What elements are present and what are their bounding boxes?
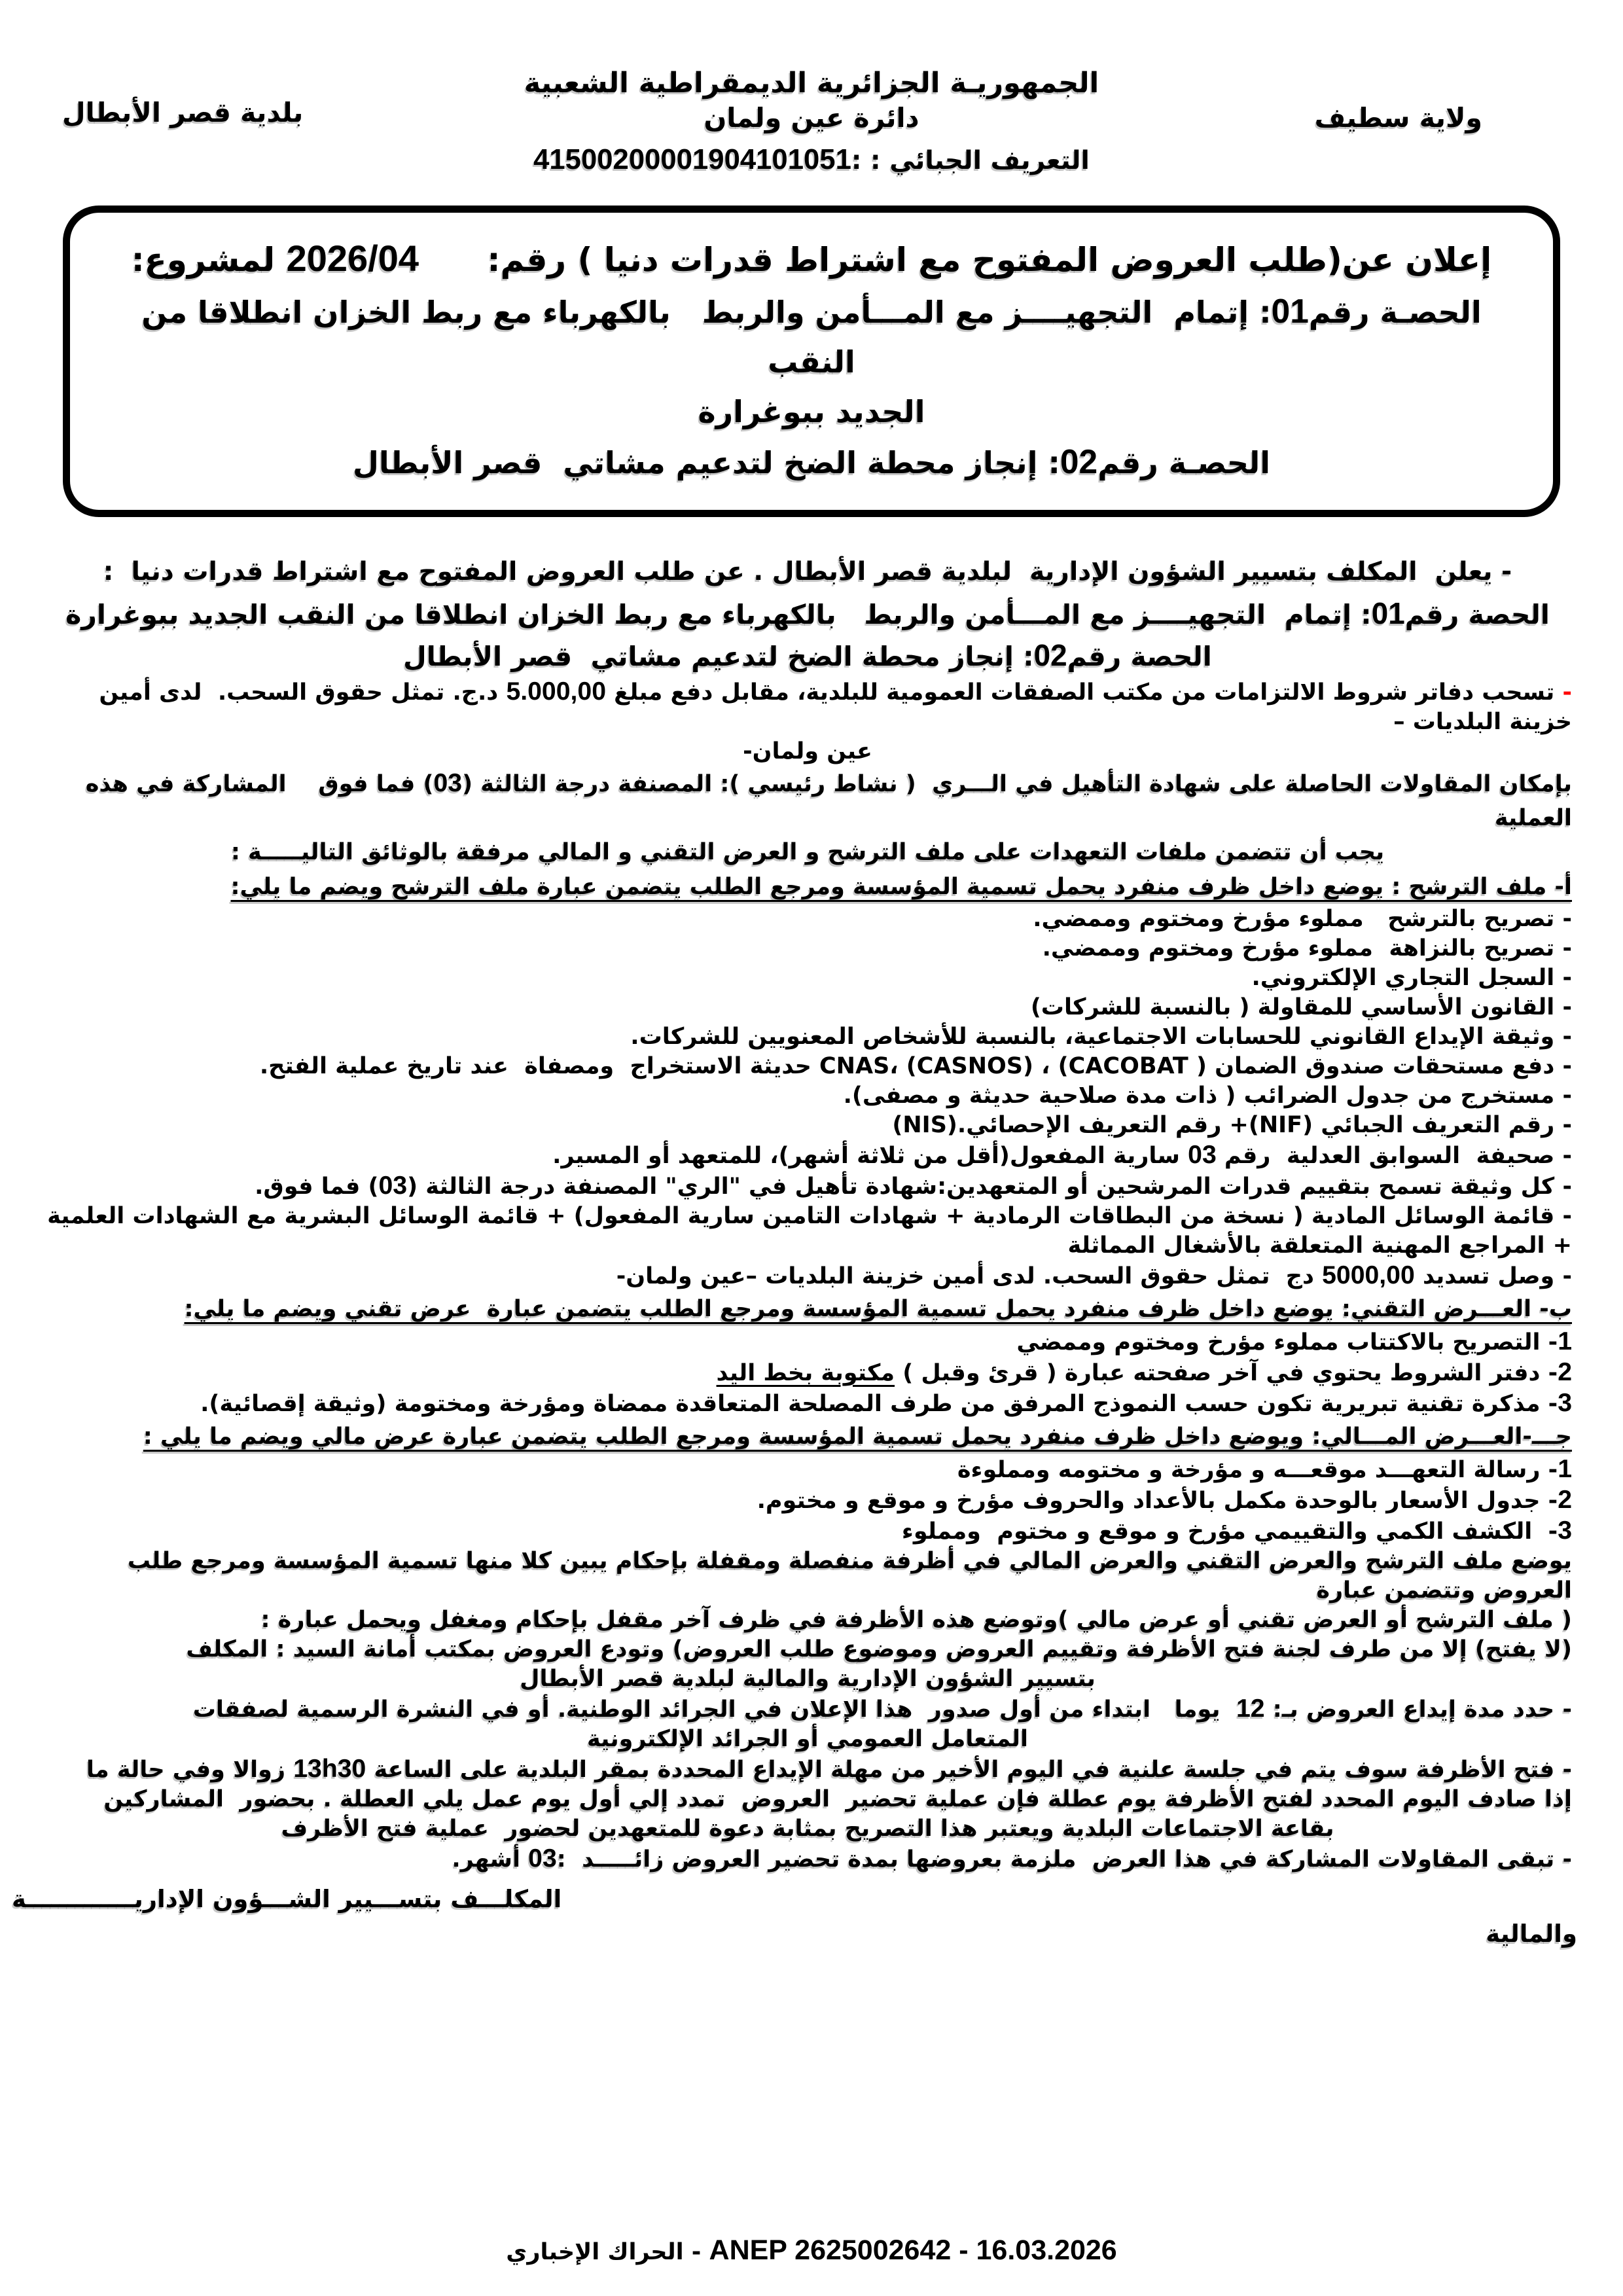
candidacy-item: - دفع مستحقات صندوق الضمان CNAS، (CASNOS) ، (CACOBAT ) حديثة الاستخراج ومصفاة عند تاريخ عملية الفتح. xyxy=(259,1053,1572,1079)
envelope-instructions-5: بتسيير الشؤون الإدارية والمالية لبلدية قصر الأبطال xyxy=(520,1666,1096,1692)
handwritten-note: مكتوبة بخط اليد xyxy=(716,1360,895,1386)
notice-lot1-line2: الجديد ببوغرارة xyxy=(698,394,925,429)
wilaya-label: ولاية سطيف xyxy=(1314,102,1482,134)
notice-box xyxy=(63,206,1560,517)
offer-validity-line: - تبقى المقاولات المشاركة في هذا العرض ملزمة بعروضها بمدة تحضير العروض زائـــــد :03 أشهر. xyxy=(452,1844,1572,1873)
eligibility-line: بإمكان المقاولات الحاصلة على شهادة التأهيل في الـــري ( نشاط رئيسي ): المصنفة درجة الثالثة (03) فما فوق المشاركة في هذه العملية xyxy=(77,769,1572,831)
financial-item-2: 2- جدول الأسعار بالوحدة مكمل بالأعداد والحروف مؤرخ و موقع و مختوم. xyxy=(757,1486,1572,1514)
deposit-deadline-1: - حدد مدة إيداع العروض بـ: 12 يوما ابتداء من أول صدور هذا الإعلان في الجرائد الوطنية. أو في النشرة الرسمية لصفقات xyxy=(192,1695,1572,1723)
tax-id-line: التعريف الجبائي : :41500200001904101051 xyxy=(533,143,1090,175)
candidacy-item: - السجل التجاري الإلكتروني. xyxy=(1251,965,1572,991)
candidacy-item: - مستخرج من جدول الضرائب ( ذات مدة صلاحية حديثة و مصفى). xyxy=(843,1083,1572,1109)
envelope-instructions-2: العروض وتتضمن عبارة xyxy=(1316,1577,1572,1604)
signature-title-line2: والمالية xyxy=(1486,1920,1577,1948)
signature-title-line1: المكلـــف بتســـيير الشـــؤون الإداريـــــــــــــة xyxy=(12,1885,562,1913)
red-dash: - xyxy=(1562,679,1572,706)
technical-item-1: 1- التصريح بالاكتتاب مملوء مؤرخ ومختوم وممضي xyxy=(1016,1327,1572,1355)
candidacy-item: - القانون الأساسي للمقاولة ( بالنسبة للشركات) xyxy=(1030,994,1572,1020)
daira-label: دائرة عين ولمان xyxy=(704,102,919,134)
page-header xyxy=(0,0,1623,178)
technical-item-2-text: 2- دفتر الشروط يحتوي في آخر صفحته عبارة ( قرئ وقبل ) xyxy=(895,1358,1572,1386)
must-contain-line: يجب أن تتضمن ملفات التعهدات على ملف الترشح و العرض التقني و المالي مرفقة بالوثائق التاليـــــة : xyxy=(230,839,1385,865)
page-footer xyxy=(0,2234,1623,2267)
candidacy-item: - وثيقة الإيداع القانوني للحسابات الاجتماعية، بالنسبة للأشخاص المعنويين للشركات. xyxy=(630,1024,1572,1050)
candidacy-item: - رقم التعريف الجبائي (NIF)+ رقم التعريف الإحصائي.(NIS) xyxy=(892,1112,1572,1138)
withdraw-line xyxy=(0,677,1623,737)
technical-item-3: 3- مذكرة تقنية تبريرية تكون حسب النموذج المرفق من طرف المصلحة المتعاقدة ممضاة ومؤرخة ومختومة (وثيقة إقصائية). xyxy=(200,1389,1572,1417)
opening-session-3: بقاعة الاجتماعات البلدية ويعتبر هذا التصريح بمثابة دعوة للمتعهدين لحضور عملية فتح الأظرف xyxy=(281,1816,1334,1842)
opening-session-2: إذا صادف اليوم المحدد لفتح الأظرفة يوم عطلة فإن عملية تحضير العروض تمدد إلي أول يوم عمل يلي العطلة . بحضور المشاركين xyxy=(103,1786,1572,1812)
notice-title: إعلان عن(طلب العروض المفتوح مع اشتراط قدرات دنيا ) رقم: 2026/04 لمشروع: xyxy=(131,238,1492,279)
deposit-deadline-2: المتعامل العمومي أو الجرائد الإلكترونية xyxy=(586,1726,1029,1752)
candidacy-item: - تصريح بالترشح مملوء مؤرخ ومختوم وممضي. xyxy=(1033,906,1572,932)
heading-financial-offer: جـــ-العـــرض المـــالي: ويوضع داخل ظرف منفرد يحمل تسمية المؤسسة ومرجع الطلب يتضمن عبارة عرض مالي ويضم ما يلي : xyxy=(143,1424,1572,1450)
candidacy-item: - صحيفة السوابق العدلية رقم 03 سارية المفعول(أقل من ثلاثة أشهر)، للمتعهد أو المسير. xyxy=(552,1141,1572,1169)
withdraw-line2: عين ولمان- xyxy=(743,738,872,764)
technical-item-2 xyxy=(0,1357,1623,1388)
candidacy-item: - وصل تسديد 5000,00 دج تمثل حقوق السحب. لدى أمين خزينة البلديات –عين ولمان- xyxy=(616,1261,1572,1289)
republic-title: الجمهوريـة الجزائرية الديمقراطية الشعبية xyxy=(524,67,1099,99)
publisher-name: الحراك الإخباري xyxy=(506,2239,684,2265)
envelope-instructions-4: (لا يفتح) إلا من طرف لجنة فتح الأظرفة وتقييم العروض وموضوع طلب العروض) وتودع العروض بمكتب أمانة السيد : المكلف xyxy=(186,1636,1572,1662)
envelope-instructions-1: يوضع ملف الترشح والعرض التقني والعرض المالي في أظرفة منفصلة ومقفلة بإحكام يبين كلا منها تسمية المؤسسة ومرجع طلب xyxy=(127,1548,1572,1574)
commune-label: بلدية قصر الأبطال xyxy=(62,97,304,128)
footer-separator: - xyxy=(683,2239,709,2265)
candidacy-item: + المراجع المهنية المتعلقة بالأشغال المماثلة xyxy=(1067,1232,1572,1259)
financial-item-3: 3- الكشف الكمي والتقييمي مؤرخ و موقع و مختوم ومملوء xyxy=(901,1516,1572,1545)
heading-technical-offer: ب- العـــرض التقني: يوضع داخل ظرف منفرد يحمل تسمية المؤسسة ومرجع الطلب يتضمن عبارة عرض تقني ويضم ما يلي: xyxy=(184,1296,1572,1322)
notice-lot1-line1: الحصـة رقم01: إتمام التجهيــــز مع المـــأمن والربط بالكهرباء مع ربط الخزان انطلاقا من النقب xyxy=(131,292,1482,380)
heading-candidacy-file: أ- ملف الترشح : يوضع داخل ظرف منفرد يحمل تسمية المؤسسة ومرجع الطلب يتضمن عبارة ملف الترشح ويضم ما يلي: xyxy=(230,874,1572,900)
candidacy-item: - قائمة الوسائل المادية ( نسخة من البطاقات الرمادية + شهادات التامين سارية المفعول) + قائمة الوسائل البشرية مع الشهادات العلمية xyxy=(47,1203,1572,1229)
anep-reference: ANEP 2625002642 - 16.03.2026 xyxy=(709,2234,1117,2266)
body-lot1: الحصة رقم01: إتمام التجهيــــز مع المـــأمن والربط بالكهرباء مع ربط الخزان انطلاقا من النقب الجديد ببوغرارة xyxy=(65,596,1550,630)
intro-line: - يعلن المكلف بتسيير الشؤون الإدارية لبلدية قصر الأبطال . عن طلب العروض المفتوح مع اشتراط قدرات دنيا : xyxy=(103,557,1512,586)
candidacy-item: - تصريح بالنزاهة مملوء مؤرخ ومختوم وممضي. xyxy=(1042,935,1572,961)
opening-session-1: - فتح الأظرفة سوف يتم في جلسة علنية في اليوم الأخير من مهلة الإيداع المحددة بمقر البلدية على الساعة 13h30 زوالا وفي حالة ما xyxy=(86,1755,1572,1783)
body-lot2: الحصة رقم02: إنجاز محطة الضخ لتدعيم مشاتي قصر الأبطال xyxy=(403,638,1212,672)
financial-item-1: 1- رسالة التعهـــد موقعـــه و مؤرخة و مختومه ومملوءة xyxy=(957,1455,1572,1483)
withdraw-text: تسحب دفاتر شروط الالتزامات من مكتب الصفقات العمومية للبلدية، مقابل دفع مبلغ 5.000,00 د.ج. تمثل حقوق السحب. لدى أمين خزينة البلديات – xyxy=(91,677,1572,735)
notice-lot2: الحصـة رقم02: إنجاز محطة الضخ لتدعيم مشاتي قصر الأبطال xyxy=(352,442,1271,480)
document-body xyxy=(0,551,1623,1950)
candidacy-item: - كل وثيقة تسمح بتقييم قدرات المرشحين أو المتعهدين:شهادة تأهيل في "الري" المصنفة درجة الثالثة (03) فما فوق. xyxy=(255,1172,1572,1200)
header-row xyxy=(0,97,1623,137)
envelope-instructions-3: ( ملف الترشح أو العرض تقني أو عرض مالي )وتوضع هذه الأظرفة في ظرف آخر مقفل بإحكام ومغفل ويحمل عبارة : xyxy=(260,1607,1572,1633)
